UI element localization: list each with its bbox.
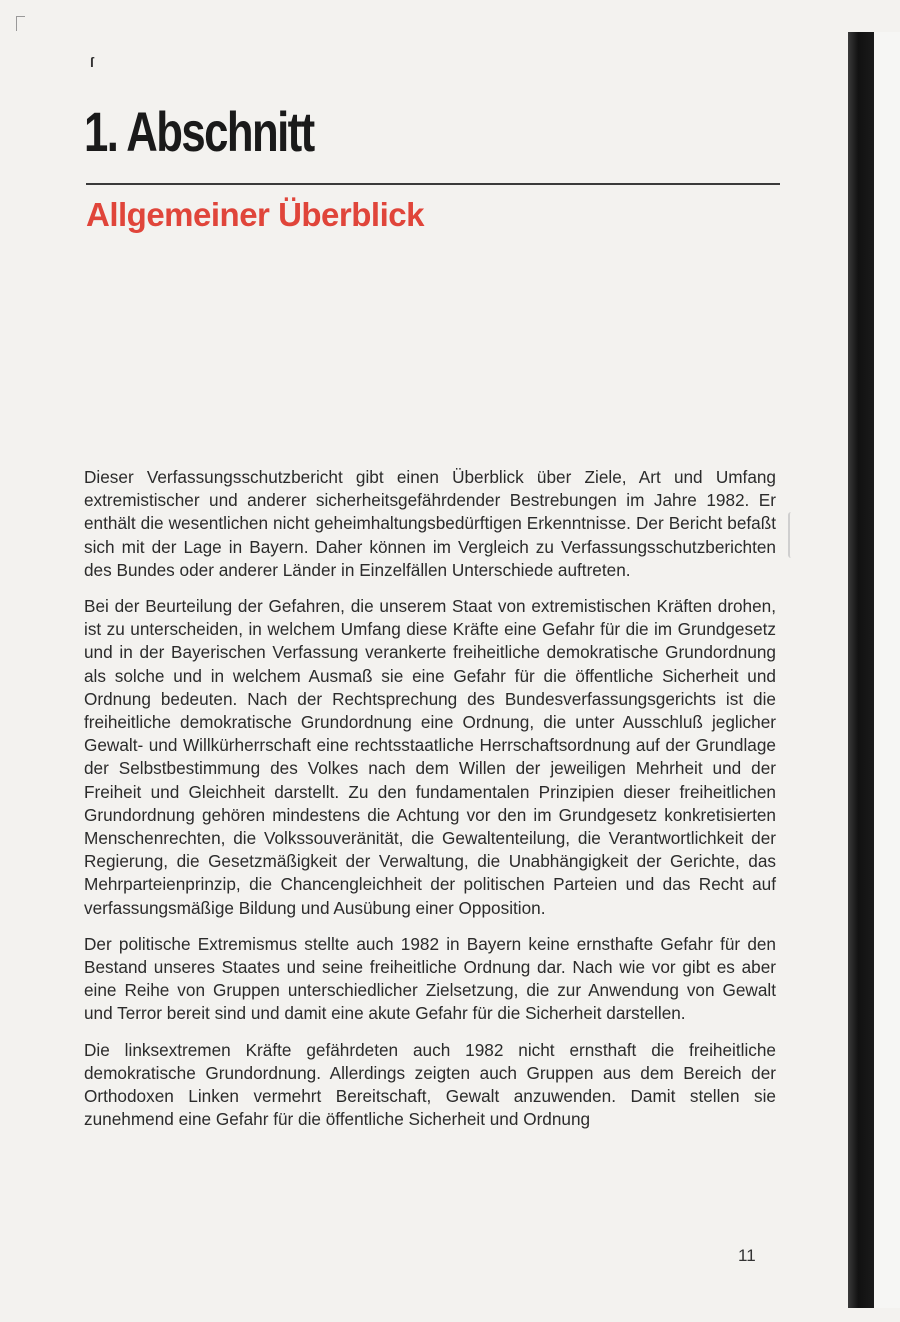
- binding-shadow: [848, 32, 874, 1308]
- section-title: 1. Abschnitt: [84, 100, 314, 163]
- scan-artifact: [788, 512, 798, 558]
- page-number: 11: [738, 1246, 756, 1265]
- paragraph-3: Der politische Extremismus stellte auch 1982 in Bayern keine ernsthafte Gefahr für den Bestand unseres Staates und seine freiheitliche Ordnung dar. Nach wie vor gibt es aber eine Reihe von Gruppen unterschiedlicher Zielsetzung, die zur Anwendung von Gewalt und Terror bereit sind und damit eine akute Gefahr für die Sicherheit darstellen.: [84, 933, 776, 1024]
- section-subtitle: Allgemeiner Überblick: [86, 196, 424, 233]
- binding-edge: [874, 32, 900, 1308]
- top-mark: ſ: [90, 54, 94, 70]
- title-divider: [86, 183, 780, 185]
- scan-corner-mark: [16, 16, 25, 31]
- paragraph-1: Dieser Verfassungsschutzbericht gibt einen Überblick über Ziele, Art und Umfang extremistischer und anderer sicherheitsgefährdender Bestrebungen im Jahre 1982. Er enthält die wesentlichen nicht geheimhaltungsbedürftigen Erkenntnisse. Der Bericht befaßt sich mit der Lage in Bayern. Daher können im Vergleich zu Verfassungsschutzberichten des Bundes oder anderer Länder in Einzelfällen Unterschiede auftreten.: [84, 467, 776, 580]
- body-text: [84, 466, 776, 1144]
- paragraph-4: Die linksextremen Kräfte gefährdeten auch 1982 nicht ernsthaft die freiheitliche demokratische Grundordnung. Allerdings zeigten auch Gruppen aus dem Bereich der Orthodoxen Linken vermehrt Bereitschaft, Gewalt anzuwenden. Damit stellen sie zunehmend eine Gefahr für die öffentliche Sicherheit und Ordnung: [84, 1039, 776, 1130]
- paragraph-2: Bei der Beurteilung der Gefahren, die unserem Staat von extremistischen Kräften drohen, ist zu unterscheiden, in welchem Umfang diese Kräfte eine Gefahr für die im Grundgesetz und in der Bayerischen Verfassung verankerte freiheitliche demokratische Grundordnung als solche und in welchem Ausmaß sie eine Gefahr für die öffentliche Sicherheit und Ordnung bedeuten. Nach der Rechtsprechung des Bundesverfassungsgerichts ist die freiheitliche demokratische Grundordnung eine Ordnung, die unter Ausschluß jeglicher Gewalt- und Willkürherrschaft eine rechtsstaatliche Herrschaftsordnung auf der Grundlage der Selbstbestimmung des Volkes nach dem Willen der jeweiligen Mehrheit und der Freiheit und Gleichheit darstellt. Zu den fundamentalen Prinzipien dieser freiheitlichen Grundordnung gehören mindestens die Achtung vor den im Grundgesetz konkretisierten Menschenrechten, die Volkssouveränität, die Gewaltenteilung, die Verantwortlichkeit der Regierung, die Gesetzmäßigkeit der Verwaltung, die Unabhängigkeit der Gerichte, das Mehrparteienprinzip, die Chancengleichheit der politischen Parteien und das Recht auf verfassungsmäßige Bildung und Ausübung einer Opposition.: [84, 596, 776, 918]
